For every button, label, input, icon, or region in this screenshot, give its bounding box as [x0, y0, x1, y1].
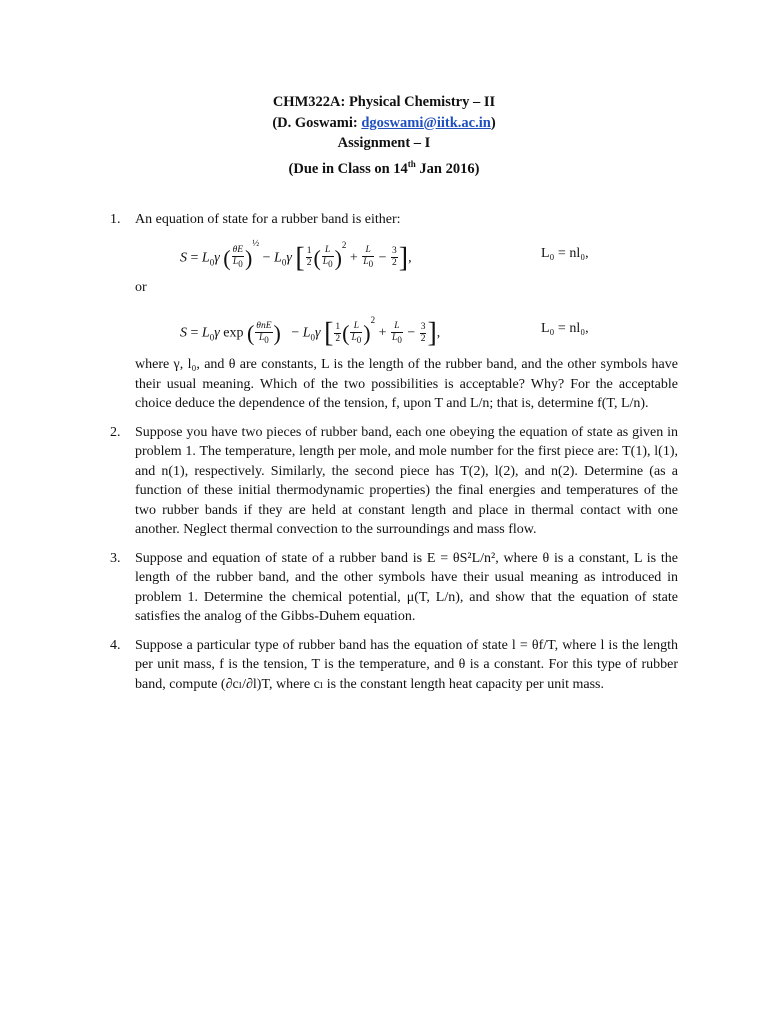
- equation-2: [135, 305, 678, 351]
- instructor-name: (D. Goswami:: [272, 114, 362, 131]
- due-date: [0, 154, 768, 179]
- problem-1: [110, 210, 678, 414]
- instructor-email-link[interactable]: dgoswami@iitk.ac.in: [361, 114, 491, 131]
- equation-2-expression: $S = L_0\gamma$ exp ( $\frac{\text{θnE}}{L_0}$ ) − $L_0\gamma$ [ $\frac{1}{2}$ ( $\frac{L}{L_0}$ )$^2$ + $\frac{L}{L_0}$ − $\frac{3}{2}$ ],: [180, 315, 441, 349]
- or-text: or: [135, 279, 147, 295]
- course-title: CHM322A: Physical Chemistry – II: [272, 94, 496, 110]
- problem-2-text: Suppose you have two pieces of rubber band, each one obeying the equation of state as given in problem 1. The temperature, length per mole, and mole number for the first piece are: T(1), l(1), and n(1), respectively. Similarly, the second piece has T(2), l(2), and n(2). Determine (as a function of these initial thermodynamic properties) the final energies and temperatures of the two rubber bands if they are held at constant length and place in thermal contact with one another. Neglect thermal convection to the surroundings and mass flow.: [135, 424, 678, 537]
- equation-2-rhs: L₀ = nl₀,: [541, 321, 589, 336]
- due-date-suffix: Jan 2016): [415, 160, 480, 177]
- equation-1: [135, 230, 678, 276]
- problem-number: 1.: [110, 212, 121, 227]
- equation-1-rhs: L₀ = nl₀,: [541, 245, 589, 261]
- problem-4-text: Suppose a particular type of rubber band has the equation of state l = θf/T, where l is the length per unit mass, f is the tension, T is the temperature, and θ is a constant. For this type of rubber band, compute (∂cₗ/∂l)T, where cₗ is the constant length heat capacity per unit mass.: [135, 637, 678, 692]
- problem-number: 4.: [110, 637, 121, 653]
- instructor-close: ): [490, 114, 496, 131]
- problem-4: [110, 636, 678, 695]
- assignment-title: Assignment – I: [337, 135, 431, 151]
- document-header: [0, 92, 768, 179]
- problem-number: 2.: [110, 424, 121, 440]
- due-date-prefix: (Due in Class on 14: [288, 160, 408, 177]
- problem-2: [110, 423, 678, 540]
- problem-1-text: where γ, l₀, and θ are constants, L is the length of the rubber band, and the other symbols have their usual meaning. Which of the two possibilities is acceptable? Why? For the acceptable choice deduce the dependence of the tension, f, upon T and L/n; that is, determine f(T, L/n).: [135, 357, 678, 411]
- problem-list: [110, 210, 678, 703]
- equation-1-expression: $S = L_0\gamma$ ( $\frac{\theta E}{L_0}$ )$^{\frac{1}{2}} - L_0\gamma$ [ $\frac{1}{2}$ ( $\frac{L}{L_0}$ )$^2$ + $\frac{L}{L_0}$ − $\frac{3}{2}$ ],: [180, 237, 412, 273]
- problem-1-intro: An equation of state for a rubber band is either:: [135, 212, 401, 227]
- problem-3: [110, 549, 678, 627]
- problem-3-text: Suppose and equation of state of a rubber band is E = θS²L/n², where θ is a constant, L is the length of the rubber band, and the other symbols have their usual meaning as introduced in problem 1. Determine the chemical potential, μ(T, L/n), and show that the equation of state satisfies the analog of the Gibbs-Duhem equation.: [135, 550, 678, 624]
- due-date-ordinal: th: [407, 158, 416, 169]
- problem-number: 3.: [110, 550, 121, 566]
- instructor-line: [0, 113, 768, 134]
